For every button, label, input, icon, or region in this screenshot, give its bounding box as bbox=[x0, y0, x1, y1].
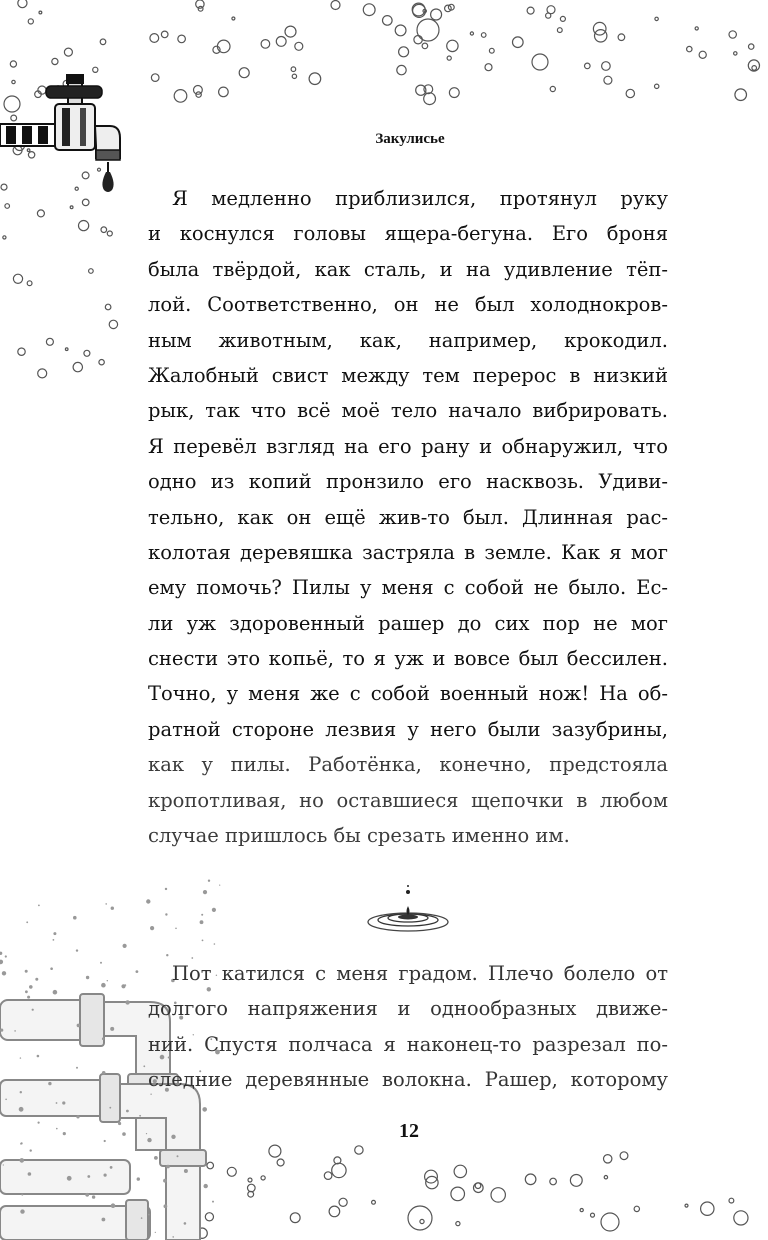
bubble bbox=[100, 39, 106, 45]
bubble bbox=[227, 1167, 236, 1176]
splatter-dot bbox=[56, 1102, 58, 1104]
splatter-dot bbox=[25, 990, 28, 993]
splatter-dot bbox=[48, 1082, 51, 1085]
bubble bbox=[18, 348, 25, 355]
bubble bbox=[422, 43, 428, 49]
splatter-dot bbox=[124, 984, 126, 986]
splatter-dot bbox=[3, 1164, 4, 1165]
splatter-dot bbox=[126, 1110, 129, 1113]
bubble bbox=[414, 36, 422, 44]
bubble bbox=[424, 93, 436, 105]
splatter-dot bbox=[110, 1166, 113, 1169]
bubble bbox=[324, 1172, 332, 1180]
bubble bbox=[655, 17, 658, 20]
bubble bbox=[399, 47, 409, 57]
bubble bbox=[46, 338, 53, 345]
bubble bbox=[447, 56, 451, 60]
splatter-dot bbox=[85, 1193, 89, 1197]
text-line: Точно, у меня же с собой военный нож! На об- bbox=[148, 682, 668, 706]
bubble bbox=[550, 86, 555, 91]
bubble bbox=[150, 34, 159, 43]
bubble bbox=[105, 304, 111, 310]
bubble bbox=[546, 13, 551, 18]
splatter-dot bbox=[20, 1057, 21, 1058]
bubble bbox=[39, 11, 42, 14]
splatter-dot bbox=[164, 1204, 168, 1208]
bubble bbox=[355, 1146, 363, 1154]
bubble bbox=[79, 221, 89, 231]
text-line: тельно, как он ещё жив-то был. Длинная рас- bbox=[148, 505, 668, 529]
bubble bbox=[604, 1155, 612, 1163]
bubble bbox=[447, 40, 458, 51]
splatter-dot bbox=[19, 1107, 24, 1112]
splatter-dot bbox=[20, 1158, 25, 1163]
bubble bbox=[248, 1178, 252, 1182]
splatter-dot bbox=[76, 1115, 79, 1118]
text-line: долгого напряжения и однообразных движе- bbox=[148, 997, 668, 1021]
text-line: ему помочь? Пилы у меня с собой не было. Ес- bbox=[148, 576, 668, 600]
splatter-dot bbox=[219, 885, 220, 886]
text-line: ным животным, как, например, крокодил. bbox=[148, 328, 668, 352]
splatter-dot bbox=[86, 976, 89, 979]
bubble bbox=[417, 19, 439, 41]
splatter-dot bbox=[26, 921, 28, 923]
bubble bbox=[729, 31, 736, 38]
splatter-dot bbox=[107, 980, 108, 981]
splatter-dot bbox=[166, 1165, 170, 1169]
bubble bbox=[329, 1206, 340, 1217]
bubble bbox=[52, 58, 58, 64]
bubble bbox=[98, 168, 101, 171]
splatter-dot bbox=[141, 1217, 143, 1219]
bubble bbox=[585, 63, 591, 69]
splatter-dot bbox=[104, 1174, 107, 1177]
bubble bbox=[595, 30, 607, 42]
bubble bbox=[1, 184, 7, 190]
splatter-dot bbox=[53, 939, 55, 941]
bubble bbox=[685, 1204, 688, 1207]
bubble bbox=[73, 362, 82, 371]
bubble bbox=[99, 360, 104, 365]
splatter-dot bbox=[87, 1175, 90, 1178]
bubble bbox=[550, 1178, 557, 1185]
splatter-dot bbox=[20, 1209, 24, 1213]
splatter-dot bbox=[175, 928, 177, 930]
text-line: и коснулся головы ящера-бегуна. Его броня bbox=[148, 222, 668, 246]
splatter-dot bbox=[100, 962, 102, 964]
bubble bbox=[27, 281, 32, 286]
splatter-dot bbox=[29, 985, 33, 989]
splatter-dot bbox=[67, 1176, 72, 1181]
bubble bbox=[570, 1175, 582, 1187]
splatter-dot bbox=[14, 1030, 16, 1032]
bubble bbox=[485, 64, 492, 71]
text-line: ратной стороне лезвия у него были зазубрины, bbox=[148, 717, 668, 741]
bubble bbox=[513, 37, 524, 48]
bubble bbox=[205, 1213, 213, 1221]
bubble bbox=[332, 1163, 346, 1177]
bubble bbox=[109, 320, 117, 328]
bubble bbox=[261, 1176, 265, 1180]
bubble bbox=[3, 236, 6, 239]
bubble bbox=[219, 87, 229, 97]
splatter-dot bbox=[102, 1218, 106, 1222]
bubble bbox=[397, 65, 406, 74]
bubble bbox=[445, 5, 452, 12]
splatter-dot bbox=[32, 1009, 34, 1011]
bubble bbox=[604, 76, 612, 84]
bubble bbox=[431, 9, 442, 20]
bubble bbox=[28, 19, 33, 24]
bubble bbox=[161, 31, 168, 38]
bubble bbox=[207, 1162, 214, 1169]
bubble bbox=[591, 1213, 595, 1217]
bubble bbox=[395, 25, 406, 36]
splatter-dot bbox=[77, 1024, 81, 1028]
bubble bbox=[4, 96, 20, 112]
bubble bbox=[276, 37, 286, 47]
text-line: одно из копий пронзило его насквозь. Удиви- bbox=[148, 470, 668, 494]
text-line: колотая деревяшка застряла в земле. Как я мог bbox=[148, 540, 668, 564]
splatter-dot bbox=[143, 1065, 145, 1067]
bubble bbox=[331, 1, 340, 10]
splatter-dot bbox=[177, 1155, 179, 1157]
bubble bbox=[277, 1159, 284, 1166]
bubble bbox=[580, 1209, 583, 1212]
splatter-dot bbox=[111, 1203, 116, 1208]
splatter-dot bbox=[2, 971, 6, 975]
splatter-dot bbox=[200, 920, 204, 924]
bubble bbox=[151, 74, 159, 82]
splatter-dot bbox=[101, 983, 106, 988]
text-line: рык, так что всё моё тело начало вибрировать. bbox=[148, 399, 668, 423]
bubble bbox=[618, 34, 625, 41]
splatter-dot bbox=[76, 1067, 78, 1069]
bubble bbox=[93, 67, 98, 72]
paragraph-1 bbox=[148, 181, 668, 853]
bubble bbox=[5, 204, 10, 209]
bubble bbox=[13, 274, 22, 283]
page-number: 12 bbox=[399, 1120, 419, 1142]
bubble bbox=[101, 227, 107, 233]
splatter-dot bbox=[27, 996, 30, 999]
splatter-dot bbox=[136, 970, 139, 973]
text-line: ли уж здоровенный рашер до сих пор не мог bbox=[148, 611, 668, 635]
splatter-dot bbox=[202, 1107, 207, 1112]
bubble bbox=[309, 73, 321, 85]
bubble bbox=[269, 1145, 281, 1157]
splatter-dot bbox=[20, 1091, 22, 1093]
splatter-dot bbox=[184, 1222, 187, 1225]
bubble bbox=[70, 206, 73, 209]
text-line: кропотливая, но оставшиеся щепочки в любом bbox=[148, 788, 668, 812]
splatter-dot bbox=[125, 1000, 129, 1004]
bubble bbox=[290, 1213, 300, 1223]
splatter-dot bbox=[92, 1195, 95, 1198]
splatter-dot bbox=[62, 1101, 65, 1104]
bubble bbox=[557, 28, 562, 33]
splatter-dot bbox=[155, 1232, 156, 1233]
text-line: Я медленно приблизился, протянул руку bbox=[172, 187, 668, 210]
bubble bbox=[82, 199, 89, 206]
paragraph-2 bbox=[148, 956, 668, 1098]
splatter-dot bbox=[154, 1156, 158, 1160]
splatter-dot bbox=[123, 944, 127, 948]
bubble bbox=[687, 46, 692, 51]
text-line: Пот катился с меня градом. Плечо болело от bbox=[172, 962, 668, 985]
bubble bbox=[420, 1219, 424, 1223]
splatter-dot bbox=[37, 1055, 40, 1058]
bubble bbox=[560, 16, 565, 21]
bubble bbox=[604, 1176, 607, 1179]
bubble bbox=[532, 54, 548, 70]
splatter-dot bbox=[165, 888, 167, 890]
text-line: ний. Спустя полчаса я наконец-то разрезал по- bbox=[148, 1032, 668, 1056]
text-line: Жалобный свист между тем перерос в низкий bbox=[148, 363, 668, 387]
splatter-dot bbox=[38, 905, 40, 907]
bubble bbox=[383, 16, 393, 26]
bubble bbox=[37, 210, 44, 217]
splatter-dot bbox=[146, 899, 150, 903]
bubble bbox=[82, 172, 89, 179]
bubble bbox=[339, 1198, 347, 1206]
bubble bbox=[489, 48, 494, 53]
bubble bbox=[620, 1152, 628, 1160]
splatter-dot bbox=[204, 1184, 208, 1188]
splatter-dot bbox=[163, 1179, 167, 1183]
splatter-dot bbox=[110, 1027, 114, 1031]
splatter-dot bbox=[208, 880, 210, 882]
splatter-dot bbox=[137, 1177, 140, 1180]
splatter-dot bbox=[202, 940, 204, 942]
bubble bbox=[89, 269, 94, 274]
splatter-dot bbox=[76, 949, 78, 951]
bubble bbox=[601, 1213, 619, 1231]
splatter-dot bbox=[203, 890, 207, 894]
bubble bbox=[491, 1188, 505, 1202]
bubble bbox=[27, 149, 30, 152]
splatter-dot bbox=[184, 1169, 188, 1173]
splatter-dot bbox=[53, 990, 58, 995]
splatter-dot bbox=[30, 1149, 32, 1151]
bubble bbox=[481, 33, 486, 38]
bubble bbox=[454, 1165, 466, 1177]
bubble bbox=[699, 51, 706, 58]
splatter-dot bbox=[0, 1029, 3, 1032]
bubble bbox=[449, 88, 459, 98]
bubble bbox=[292, 74, 296, 78]
bubble bbox=[18, 0, 27, 8]
bubble bbox=[295, 42, 303, 50]
splatter-dot bbox=[5, 955, 7, 957]
bubble bbox=[734, 52, 737, 55]
bubble bbox=[239, 68, 249, 78]
water-drop-ripple-icon bbox=[368, 885, 448, 931]
bubble bbox=[735, 89, 747, 101]
splatter-dot bbox=[73, 916, 77, 920]
bubble bbox=[84, 350, 90, 356]
splatter-dot bbox=[35, 978, 38, 981]
splatter-dot bbox=[25, 970, 28, 973]
bubble bbox=[749, 44, 754, 49]
splatter-dot bbox=[150, 926, 154, 930]
bubble bbox=[408, 1206, 432, 1230]
bubble bbox=[695, 27, 698, 30]
bubble bbox=[28, 152, 34, 158]
text-line: Я перевёл взгляд на его рану и обнаружил, что bbox=[148, 434, 668, 458]
splatter-dot bbox=[172, 1236, 174, 1238]
bubble bbox=[10, 61, 16, 67]
bubble bbox=[752, 66, 757, 71]
splatter-dot bbox=[105, 903, 107, 905]
splatter-dot bbox=[148, 1214, 150, 1216]
text-line: лой. Соответственно, он не был холоднокров- bbox=[148, 293, 668, 317]
splatter-dot bbox=[53, 932, 56, 935]
bubble bbox=[701, 1202, 714, 1215]
splatter-dot bbox=[102, 1071, 106, 1075]
bubble bbox=[217, 40, 230, 53]
bubble bbox=[11, 115, 17, 121]
bubble bbox=[363, 4, 375, 16]
splatter-dot bbox=[21, 1194, 23, 1196]
bubble bbox=[12, 80, 15, 83]
bubble bbox=[734, 1211, 748, 1225]
splatter-dot bbox=[28, 1172, 32, 1176]
splatter-dot bbox=[111, 907, 114, 910]
splatter-dot bbox=[50, 967, 53, 970]
bubble bbox=[456, 1222, 460, 1226]
bubble bbox=[655, 84, 659, 88]
text-line: была твёрдой, как сталь, и на удивление тёп- bbox=[148, 257, 668, 281]
running-head: Закулисье bbox=[375, 131, 445, 147]
bubble bbox=[65, 348, 68, 351]
splatter-dot bbox=[0, 952, 2, 955]
splatter-dot bbox=[102, 1037, 105, 1040]
bubble bbox=[602, 62, 611, 71]
bubble bbox=[291, 67, 296, 72]
bubble bbox=[372, 1200, 376, 1204]
text-line: как у пилы. Работёнка, конечно, предстояла bbox=[148, 753, 668, 777]
text-line: случае пришлось бы срезать именно им. bbox=[148, 824, 570, 848]
bubble bbox=[626, 89, 634, 97]
bubble bbox=[178, 35, 186, 43]
bubble bbox=[38, 86, 46, 94]
bubble bbox=[525, 1174, 536, 1185]
bubble bbox=[285, 26, 296, 37]
bubble bbox=[64, 48, 72, 56]
bubble bbox=[451, 1187, 465, 1201]
splatter-dot bbox=[109, 1107, 111, 1109]
splatter-dot bbox=[212, 908, 216, 912]
bubble bbox=[634, 1206, 639, 1211]
bubble bbox=[248, 1184, 256, 1192]
splatter-dot bbox=[165, 913, 167, 915]
text-line: снести это копьё, то я уж и вовсе был бессилен. bbox=[148, 647, 668, 671]
bubble bbox=[38, 369, 47, 378]
bubble bbox=[232, 17, 235, 20]
bubble bbox=[261, 40, 270, 49]
bubble bbox=[470, 32, 473, 35]
bubble bbox=[75, 187, 78, 190]
splatter-dot bbox=[0, 960, 3, 965]
splatter-dot bbox=[201, 914, 203, 916]
bubble bbox=[527, 7, 534, 14]
bubble bbox=[729, 1198, 734, 1203]
bubble bbox=[107, 231, 112, 236]
bubble bbox=[174, 90, 187, 103]
splatter-dot bbox=[5, 1099, 7, 1101]
bubble bbox=[474, 1183, 484, 1193]
text-line: следние деревянные волокна. Рашер, которому bbox=[148, 1068, 668, 1092]
splatter-dot bbox=[214, 943, 216, 945]
splatter-dot bbox=[212, 1201, 214, 1203]
splatter-dot bbox=[139, 1115, 141, 1117]
